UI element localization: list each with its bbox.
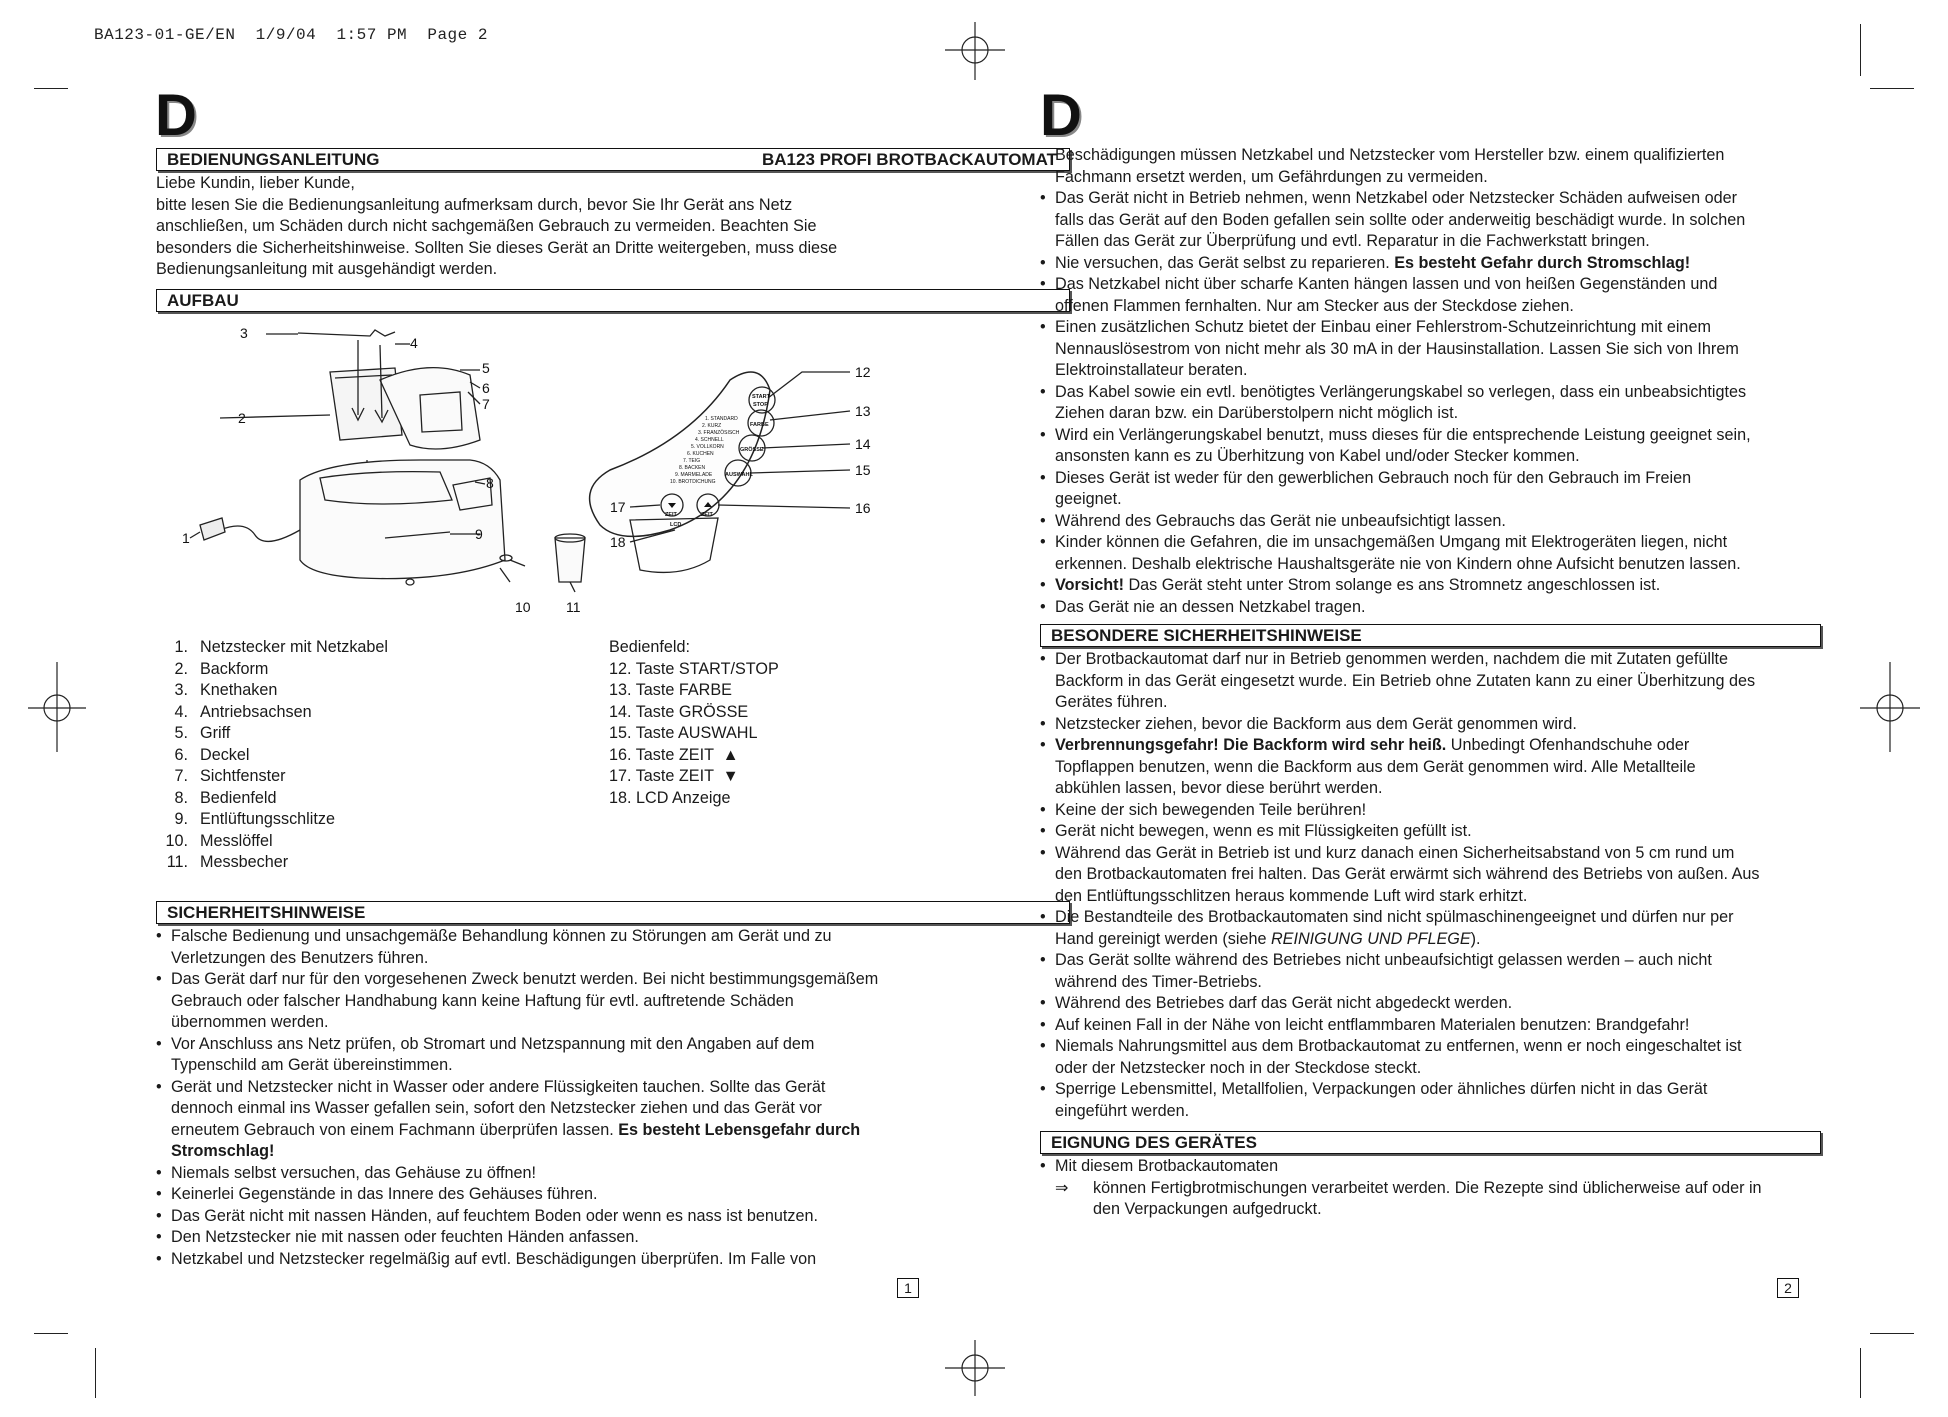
list-item: [156, 1249, 1076, 1271]
list-item: [1040, 575, 1920, 597]
text-line: Beschädigungen müssen Netzkabel und Netzstecker vom Hersteller bzw. einem qualifizierten: [1055, 146, 1725, 164]
panel-start-text: START: [752, 394, 770, 400]
list-item: [1040, 907, 1920, 950]
text-run: ).: [1470, 929, 1481, 948]
text-line: geeignet.: [1055, 490, 1122, 508]
panel-program: 8. BACKEN: [679, 465, 706, 471]
panel-zeit-up-text: ZEIT: [701, 512, 713, 518]
text-line: Während das Gerät in Betrieb ist und kurz danach einen Sicherheitsabstand von 5 cm rund um: [1055, 843, 1735, 862]
section-header-safety: [156, 901, 1070, 924]
page-number: 1: [897, 1278, 919, 1298]
special-list: [1040, 649, 1920, 1122]
text-line: Das Netzkabel nicht über scharfe Kanten hängen lassen und von heißen Gegenständen und: [1055, 275, 1718, 293]
fig-label-9: 9: [475, 526, 483, 542]
text-line: Einen zusätzlichen Schutz bietet der Einbau einer Fehlerstrom-Schutzeinrichtung mit einem: [1055, 318, 1711, 336]
text-line: den Brotbackautomaten frei halten. Das Gerät erwärmt sich während des Betriebs von außen. Aus: [1055, 865, 1760, 883]
panel-list-title: Bedienfeld:: [609, 638, 691, 656]
fig-label-11: 11: [566, 599, 581, 615]
panel-program: 7. TEIG: [683, 458, 701, 464]
item-number: 3.: [174, 681, 188, 699]
parts-list-item: [155, 766, 388, 788]
text-line: Fachmann ersetzt werden, um Gefährdungen zu vermeiden.: [1055, 167, 1488, 186]
text-line: Backform in das Gerät eingesetzt wurde. Ein Betrieb ohne Zutaten kann zu einer Überhitzung des: [1055, 671, 1756, 690]
text-line: Typenschild am Gerät übereinstimmen.: [171, 1056, 453, 1074]
text-line: offenen Flammen fernhalten. Nur am Stecker aus der Steckdose ziehen.: [1055, 296, 1574, 315]
list-item: [1040, 511, 1920, 533]
text-line: Das Gerät sollte während des Betriebes nicht unbeaufsichtigt gelassen werden – auch nicht: [1055, 951, 1712, 969]
text-line: Kinder können die Gefahren, die im unsachgemäßen Umgang mit Elektrogeräten liegen, nicht: [1055, 533, 1728, 551]
text-line: Auf keinen Fall in der Nähe von leicht entflammbaren Materialen benutzen: Brandgefahr!: [1055, 1015, 1690, 1034]
item-text: Griff: [200, 724, 231, 742]
text-line: Das Gerät nicht in Betrieb nehmen, wenn Netzkabel oder Netzstecker Schäden aufweisen oder: [1055, 189, 1738, 207]
text-line: Vor Anschluss ans Netz prüfen, ob Stromart und Netzspannung mit den Angaben auf dem: [171, 1034, 815, 1053]
eignung-section: [1040, 1156, 1920, 1221]
list-item: [156, 926, 1076, 969]
bold-text: Es besteht Lebensgefahr durch: [618, 1120, 861, 1139]
item-number: 11.: [166, 853, 188, 871]
item-number: 5.: [174, 724, 188, 742]
panel-stop-text: STOP: [753, 402, 768, 408]
list-item: [1040, 382, 1920, 425]
parts-list-item: [155, 745, 388, 767]
intro-line: besonders die Sicherheitshinweise. Sollten Sie dieses Gerät an Dritte weitergeben, muss diese: [156, 238, 838, 257]
text-line: erneutem Gebrauch von einem Fachmann überprüfen lassen.: [171, 1120, 619, 1139]
text-run: Nie versuchen, das Gerät selbst zu reparieren.: [1055, 253, 1395, 272]
item-text: Bedienfeld: [200, 788, 277, 807]
item-text: Entlüftungsschlitze: [200, 810, 335, 828]
text-line: Falsche Bedienung und unsachgemäße Behandlung können zu Störungen am Gerät und zu: [171, 927, 832, 945]
safety-list: [156, 926, 1076, 1270]
list-item: [156, 1163, 1076, 1185]
panel-program: 3. FRANZÖSISCH: [698, 430, 740, 436]
fig-label-1: 1: [182, 530, 190, 546]
text-line: Während des Gebrauchs das Gerät nie unbeaufsichtigt lassen.: [1055, 511, 1506, 530]
section-header-eignung: [1040, 1131, 1821, 1154]
panel-program: 5. VOLLKORN: [691, 444, 724, 450]
bold-text: Stromschlag!: [171, 1142, 275, 1160]
list-item: [1040, 1079, 1920, 1122]
panel-list-item: 16. Taste ZEIT ▲: [609, 745, 739, 764]
parts-list-item: [155, 831, 388, 853]
item-text: Netzstecker mit Netzkabel: [200, 638, 389, 656]
list-item: [1040, 821, 1920, 843]
item-number: 4.: [174, 702, 188, 721]
text-line: Den Netzstecker nie mit nassen oder feuchten Händen anfassen.: [171, 1228, 639, 1246]
list-item: [1040, 714, 1920, 736]
greeting: Liebe Kundin, lieber Kunde,: [156, 174, 355, 192]
text-line: dennoch einmal ins Wasser gefallen sein, sofort den Netzstecker ziehen und das Gerät vor: [171, 1099, 822, 1117]
section-title: EIGNUNG DES GERÄTES: [1051, 1133, 1257, 1152]
text-line: Niemals Nahrungsmittel aus dem Brotbackautomat zu entfernen, wenn er noch eingeschaltet ist: [1055, 1037, 1742, 1055]
panel-program: 6. KUCHEN: [687, 451, 714, 457]
text-line: eingeführt werden.: [1055, 1101, 1190, 1120]
list-item: [1040, 532, 1920, 575]
fig-label-3: 3: [240, 325, 248, 341]
language-marker: D: [1040, 83, 1082, 148]
panel-groesse-text: GRÖSSE: [740, 447, 764, 453]
list-item: [1040, 188, 1920, 253]
text-line: Während des Betriebes darf das Gerät nicht abgedeckt werden.: [1055, 994, 1513, 1012]
intro-line: bitte lesen Sie die Bedienungsanleitung aufmerksam durch, bevor Sie Ihr Gerät ans Netz: [156, 195, 793, 214]
panel-auswahl-text: AUSWAHL: [725, 472, 753, 478]
item-number: 7.: [174, 767, 188, 785]
panel-list-item: 17. Taste ZEIT ▼: [609, 767, 739, 785]
list-item: [1040, 950, 1920, 993]
print-slug: BA123-01-GE/EN 1/9/04 1:57 PM Page 2: [94, 26, 488, 44]
fig-label-6: 6: [482, 380, 490, 396]
fig-label-12: 12: [855, 364, 871, 380]
list-item: [1040, 597, 1920, 619]
panel-zeit-down-text: ZEIT: [665, 512, 677, 518]
parts-list-item: [155, 680, 388, 702]
page-number: 2: [1777, 1278, 1799, 1298]
text-line: Das Kabel sowie ein evtl. benötigtes Verlängerungskabel so verlegen, dass ein unbeabsichtigtes: [1055, 382, 1747, 401]
fig-label-17: 17: [610, 499, 626, 515]
list-item: • Mit diesem Brotbackautomaten: [1040, 1156, 1920, 1178]
list-item: [1040, 843, 1920, 908]
panel-program: 9. MARMELADE: [675, 472, 713, 478]
panel-list-item: 18. LCD Anzeige: [609, 788, 731, 807]
list-item: [1040, 317, 1920, 382]
item-text: Deckel: [200, 745, 250, 764]
text-line: den Entlüftungsschlitzen heraus kommende Luft wird stark erhitzt.: [1055, 886, 1528, 905]
parts-list-item: [155, 809, 388, 831]
panel-program: 2. KURZ: [702, 423, 722, 429]
fig-label-16: 16: [855, 500, 871, 516]
header-title: BEDIENUNGSANLEITUNG: [167, 150, 380, 169]
bold-text: Vorsicht!: [1055, 576, 1124, 594]
right-column-top: [1040, 145, 1920, 618]
text-line: Dieses Gerät ist weder für den gewerblichen Gebrauch noch für den Gebrauch im Freien: [1055, 468, 1692, 487]
list-item: [1040, 425, 1920, 468]
arrow-icon: ⇒: [1055, 1178, 1069, 1197]
text-line: Nennauslösestrom von nicht mehr als 30 mA in der Hausinstallation. Lassen Sie sich von Ihrem: [1055, 339, 1739, 358]
item-number: 8.: [174, 788, 188, 807]
fig-label-14: 14: [855, 436, 871, 452]
item-number: 2.: [174, 659, 188, 678]
panel-program: 1. STANDARD: [705, 416, 738, 422]
fig-label-15: 15: [855, 462, 871, 478]
list-item: [1040, 253, 1920, 275]
text-line: erkennen. Deshalb elektrische Haushaltsgeräte nie von Kindern ohne Aufsicht benutzen lassen.: [1055, 554, 1741, 573]
panel-lcd-text: LCD: [670, 522, 682, 528]
text-run: Unbedingt Ofenhandschuhe oder: [1446, 736, 1690, 754]
text-line: Elektroinstallateur beraten.: [1055, 361, 1248, 379]
panel-list-item: 14. Taste GRÖSSE: [609, 702, 749, 721]
section-header-aufbau: [156, 289, 1070, 312]
text-line: während des Timer-Betriebs.: [1055, 972, 1262, 991]
list-item: [1040, 468, 1920, 511]
list-item: [1040, 993, 1920, 1015]
intro-line: Bedienungsanleitung mit ausgehändigt werden.: [156, 260, 498, 278]
text-run: Hand gereinigt werden (siehe: [1055, 929, 1271, 948]
text-line: oder der Netzstecker noch in der Steckdose steckt.: [1055, 1058, 1422, 1077]
list-item: [1040, 649, 1920, 714]
text-line: Keinerlei Gegenstände in das Innere des Gehäuses führen.: [171, 1185, 598, 1203]
item-text: Messbecher: [200, 853, 289, 871]
item-text: Antriebsachsen: [200, 702, 312, 721]
parts-list-item: [155, 852, 388, 874]
text-line: Sperrige Lebensmittel, Metallfolien, Verpackungen oder ähnliches dürfen nicht in das Gerät: [1055, 1080, 1708, 1098]
fig-label-4: 4: [410, 335, 418, 351]
text-line: Gebrauch oder falscher Handhabung kann keine Haftung für evtl. auftretende Schäden: [171, 991, 794, 1010]
panel-list: [609, 637, 779, 809]
fig-label-13: 13: [855, 403, 871, 419]
list-item: [156, 1206, 1076, 1228]
panel-farbe-text: FARBE: [750, 422, 769, 428]
text-line: Topflappen benutzen, wenn die Backform aus dem Gerät genommen wird. Alle Metallteile: [1055, 757, 1696, 776]
text-line: abkühlen lassen, bevor diese berührt werden.: [1055, 779, 1383, 797]
item-number: 6.: [174, 745, 188, 764]
list-item: [156, 1034, 1076, 1077]
text-line: ansonsten kann es zu Überhitzung von Kabel und/oder Stecker kommen.: [1055, 447, 1580, 465]
text-line: Netzstecker ziehen, bevor die Backform aus dem Gerät genommen wird.: [1055, 714, 1577, 733]
text-line: übernommen werden.: [171, 1013, 329, 1031]
text-line: Wird ein Verlängerungskabel benutzt, muss dieses für die entsprechende Leistung geeignet sein,: [1055, 425, 1751, 444]
text-line: Keine der sich bewegenden Teile berühren!: [1055, 800, 1367, 819]
list-item: [1040, 1015, 1920, 1037]
item-text: Messlöffel: [200, 831, 273, 850]
text-run: Das Gerät steht unter Strom solange es ans Stromnetz angeschlossen ist.: [1123, 576, 1661, 594]
text-line: Verletzungen des Benutzers führen.: [171, 948, 429, 967]
text-line: Gerätes führen.: [1055, 693, 1168, 711]
text-line: Gerät und Netzstecker nicht in Wasser oder andere Flüssigkeiten tauchen. Sollte das Gerät: [171, 1077, 826, 1096]
bold-text: Es besteht Gefahr durch Stromschlag!: [1394, 253, 1691, 272]
section-title: AUFBAU: [167, 291, 239, 310]
list-item: [1040, 1036, 1920, 1079]
text-line: Die Bestandteile des Brotbackautomaten sind nicht spülmaschinengeeignet und dürfen nur per: [1055, 908, 1734, 926]
section-header-special: [1040, 624, 1821, 647]
text-line: Das Gerät darf nur für den vorgesehenen Zweck benutzt werden. Bei nicht bestimmungsgemäßem: [171, 970, 879, 988]
item-number: 10.: [165, 831, 188, 850]
text-line: Netzkabel und Netzstecker regelmäßig auf evtl. Beschädigungen überprüfen. Im Falle von: [171, 1249, 817, 1268]
list-item: [156, 1184, 1076, 1206]
text-line: den Verpackungen aufgedruckt.: [1093, 1200, 1322, 1218]
fig-label-18: 18: [610, 534, 626, 550]
text-line: können Fertigbrotmischungen verarbeitet werden. Die Rezepte sind üblicherweise auf oder in: [1093, 1178, 1762, 1197]
panel-program: 4. SCHNELL: [695, 437, 724, 443]
section-title: BESONDERE SICHERHEITSHINWEISE: [1051, 626, 1362, 645]
fig-label-5: 5: [482, 360, 490, 376]
parts-list-item: [155, 723, 388, 745]
text-line: Das Gerät nicht mit nassen Händen, auf feuchtem Boden oder wenn es nass ist benutzen.: [171, 1206, 818, 1225]
panel-list-item: 12. Taste START/STOP: [609, 659, 779, 678]
item-number: 1.: [174, 638, 188, 656]
text-line: Das Gerät nie an dessen Netzkabel tragen.: [1055, 597, 1366, 616]
item-number: 9.: [174, 810, 188, 828]
parts-list: [155, 637, 388, 874]
item-text: Knethaken: [200, 681, 278, 699]
text-line: Der Brotbackautomat darf nur in Betrieb genommen werden, nachdem die mit Zutaten gefüllte: [1055, 650, 1729, 668]
fig-label-10: 10: [515, 599, 531, 615]
header-bar: [156, 148, 1070, 171]
parts-list-item: [155, 637, 388, 659]
fig-label-7: 7: [482, 396, 490, 412]
panel-list-item: 13. Taste FARBE: [609, 681, 732, 699]
panel-program: 10. BROTDICHUNG: [670, 479, 716, 485]
list-item: [1040, 274, 1920, 317]
list-item: [156, 1227, 1076, 1249]
fig-label-8: 8: [486, 475, 494, 491]
list-item: [156, 969, 1076, 1034]
section-title: SICHERHEITSHINWEISE: [167, 903, 366, 922]
list-item: [1040, 735, 1920, 800]
item-text: Backform: [200, 659, 269, 678]
text-line: Niemals selbst versuchen, das Gehäuse zu öffnen!: [171, 1163, 537, 1182]
header-model: BA123 PROFI BROTBACKAUTOMAT: [762, 150, 1057, 169]
item-text: Sichtfenster: [200, 767, 286, 785]
list-item: [1040, 800, 1920, 822]
list-item: [156, 1077, 1076, 1163]
parts-list-item: [155, 702, 388, 724]
italic-text: REINIGUNG UND PFLEGE: [1270, 929, 1471, 948]
intro-text: [156, 173, 1056, 281]
bread-machine-diagram: [170, 320, 1050, 625]
bold-text: Verbrennungsgefahr! Die Backform wird sehr heiß.: [1055, 736, 1447, 754]
text-line: falls das Gerät auf den Boden gefallen sein sollte oder anderweitig beschädigt wurde. In solchen: [1055, 210, 1746, 229]
panel-list-item: 15. Taste AUSWAHL: [609, 724, 758, 742]
text-line: Ziehen daran bzw. ein Darüberstolpern nicht möglich ist.: [1055, 404, 1459, 422]
parts-list-item: [155, 788, 388, 810]
fig-label-2: 2: [238, 410, 246, 426]
text-line: Gerät nicht bewegen, wenn es mit Flüssigkeiten gefüllt ist.: [1055, 822, 1472, 840]
parts-list-item: [155, 659, 388, 681]
intro-line: anschließen, um Schäden durch nicht sachgemäßen Gebrauch zu vermeiden. Beachten Sie: [156, 217, 817, 235]
language-marker: D: [155, 83, 197, 148]
text-line: Fällen das Gerät zur Überprüfung und evtl. Reparatur in die Fachwerkstatt bringen.: [1055, 232, 1650, 250]
